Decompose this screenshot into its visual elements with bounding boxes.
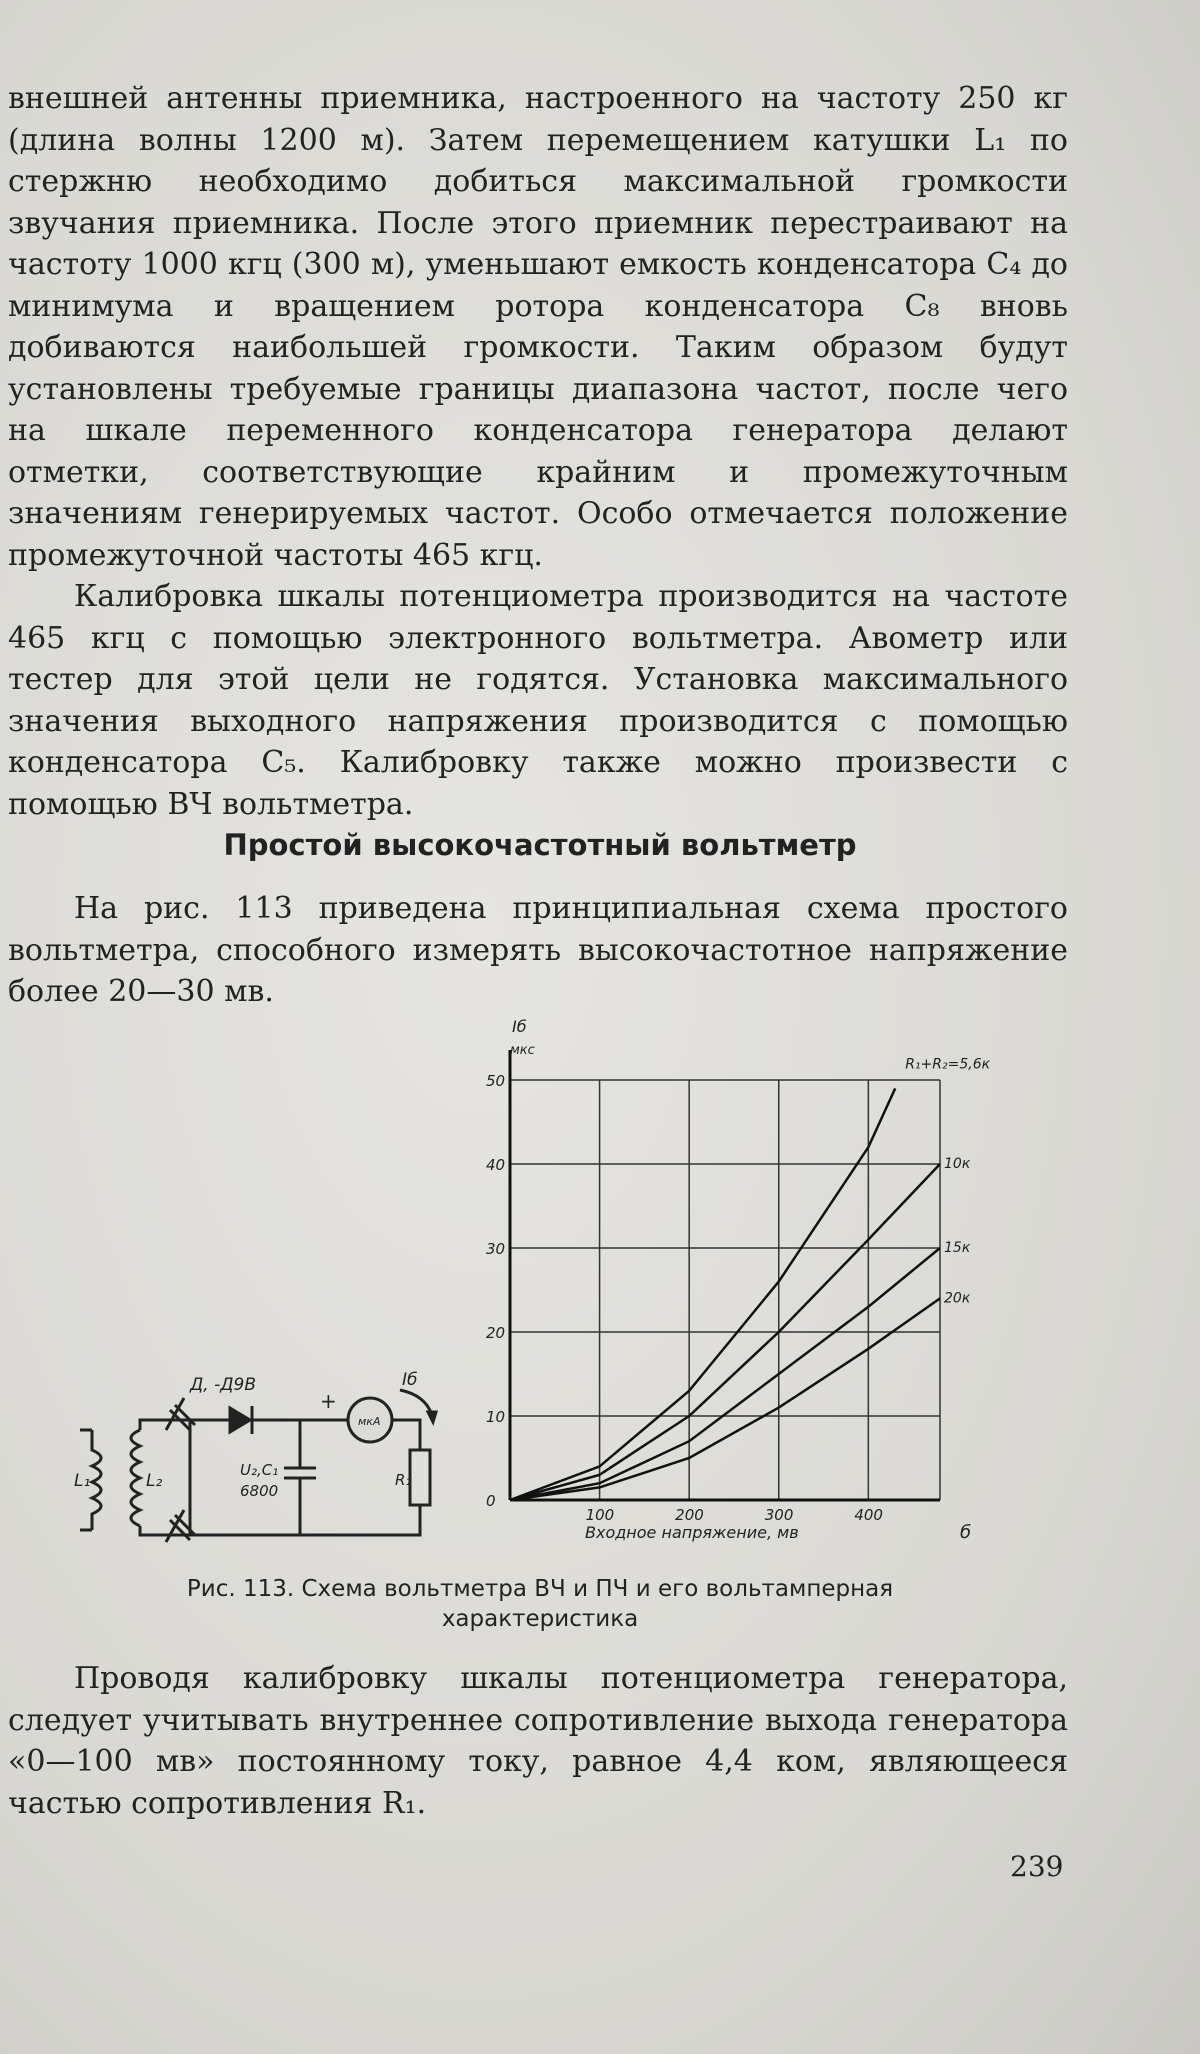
figure-113: [74, 1010, 1040, 1550]
label-capacitor-value: 6800: [240, 1482, 279, 1500]
y-tick-label-1: 10: [486, 1408, 506, 1426]
x-axis-label: Входное напряжение, мв: [585, 1523, 799, 1542]
figure-caption: [90, 1574, 990, 1634]
diode-symbol: [230, 1408, 250, 1432]
y-tick-label-3: 30: [486, 1240, 506, 1258]
section-heading: Простой высокочастотный вольтметр: [223, 828, 857, 862]
label-meter: мкА: [358, 1415, 381, 1428]
y-tick-label-5: 50: [486, 1072, 506, 1090]
paragraph-1-text: внешней антенны приемника, настроенного на частоту 250 кг (длина волны 1200 м). Затем перемещением катушки L₁ по стержню необходимо добиться максимальной громкости звучания приемника. После этого приемник перестраивают на частоту 1000 кгц (300 м), уменьшают емкость конденсатора C₄ до минимума и вращением ротора конденсатора C₈ вновь добиваются наибольшей громкости. Таким образом будут установлены требуемые границы диапазона частот, после чего на шкале переменного конденсатора генератора делают отметки, соответствующие крайним и промежуточным значениям генерируемых частот. Особо отмечается положение промежуточной частоты 465 кгц.: [8, 81, 1068, 573]
resistor-r1: [410, 1450, 430, 1505]
panel-b-label: б: [960, 1522, 972, 1543]
label-current: Iб: [402, 1370, 418, 1390]
y-tick-label-2: 20: [486, 1324, 506, 1342]
iv-chart: [486, 1017, 991, 1543]
y-tick-label-4: 40: [486, 1156, 506, 1174]
label-l2: L₂: [146, 1471, 163, 1491]
label-l1: L₁: [74, 1471, 91, 1491]
series-label-3: 20к: [944, 1290, 971, 1307]
paragraph-3-text: На рис. 113 приведена принципиальная схема простого вольтметра, способного измерять высокочастотное напряжение более 20—30 мв.: [8, 891, 1068, 1009]
series-label-2: 15к: [944, 1240, 971, 1256]
chart-axes: [510, 1050, 940, 1500]
label-diode: Д, -Д9В: [190, 1375, 256, 1395]
paragraph-2: [8, 576, 1068, 825]
label-resistor: R₁: [395, 1471, 412, 1489]
x-tick-label-0: 100: [585, 1506, 615, 1524]
paragraph-1: [8, 78, 1068, 576]
page-number: 239: [1010, 1850, 1064, 1883]
paragraph-4-text: Проводя калибровку шкалы потенциометра генератора, следует учитывать внутреннее сопротивление выхода генератора «0—100 мв» постоянному току, равное 4,4 ком, являющееся частью сопротивления R₁.: [8, 1661, 1068, 1821]
capacitor-c1: [284, 1420, 316, 1535]
label-plus: +: [320, 1389, 337, 1413]
x-tick-label-3: 400: [854, 1506, 883, 1524]
chart-series: [510, 1088, 940, 1500]
x-tick-label-2: 300: [764, 1506, 794, 1524]
series-line-0: [510, 1088, 895, 1500]
paragraph-3: [8, 888, 1068, 1013]
chart-series-labels: [905, 1056, 990, 1306]
paragraph-4: [8, 1658, 1068, 1824]
y-axis-label: Iб: [512, 1017, 527, 1036]
caption-line-2: характеристика: [441, 1606, 639, 1632]
chart-ticks: [486, 1072, 883, 1524]
series-label-0: R₁+R₂=5,6к: [905, 1056, 991, 1073]
y-tick-label-0: 0: [486, 1492, 496, 1510]
figure-svg: [74, 1010, 1040, 1550]
series-line-2: [510, 1248, 940, 1500]
coil-l2: [131, 1430, 140, 1526]
coil-l1: [92, 1430, 101, 1530]
caption-line-1: Рис. 113. Схема вольтметра ВЧ и ПЧ и его вольтамперная: [186, 1576, 894, 1602]
y-axis-unit: мкс: [510, 1043, 535, 1058]
x-tick-label-1: 200: [675, 1506, 704, 1524]
series-line-3: [510, 1298, 940, 1500]
series-label-1: 10к: [944, 1156, 971, 1172]
paragraph-2-text: Калибровка шкалы потенциометра производится на частоте 465 кгц с помощью электронного вольтметра. Авометр или тестер для этой цели не годятся. Установка максимального значения выходного напряжения производится с помощью конденсатора C₅. Калибровку также можно произвести с помощью ВЧ вольтметра.: [8, 579, 1068, 822]
label-capacitor: U₂,C₁: [240, 1461, 279, 1479]
